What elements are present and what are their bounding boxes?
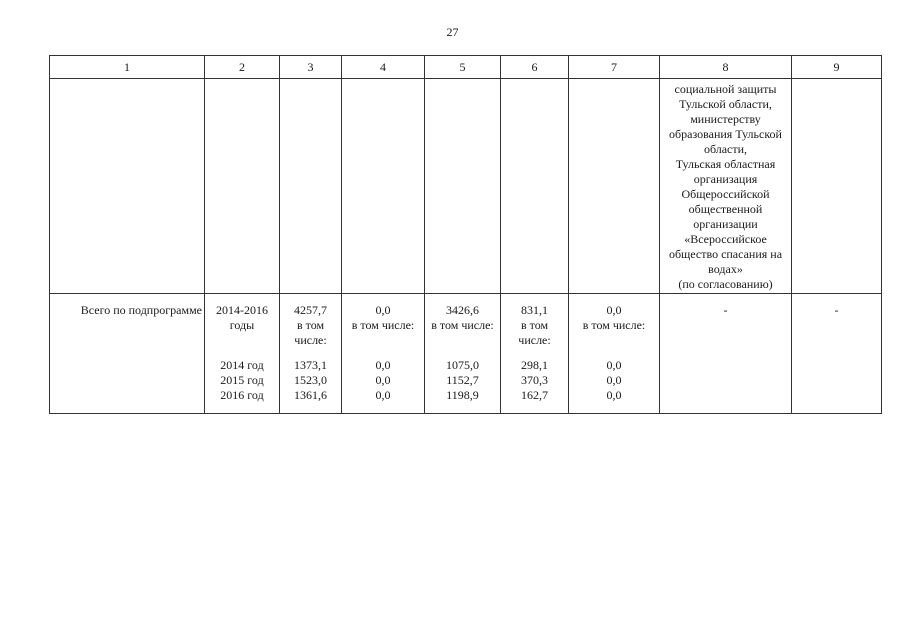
year-value: 1373,1: [294, 358, 327, 372]
header-cell: 9: [792, 56, 882, 79]
responsible-executors-cell: [660, 79, 792, 294]
note-line: в том: [520, 318, 549, 332]
col7-cell: [569, 294, 660, 414]
year-value: 0,0: [375, 388, 391, 402]
empty-cell: [342, 79, 425, 294]
header-cell: 7: [569, 56, 660, 79]
year-value: 162,7: [521, 388, 548, 402]
empty-cell: [205, 79, 280, 294]
col4-cell: [342, 294, 425, 414]
empty-cell: [50, 79, 205, 294]
empty-cell: [280, 79, 342, 294]
text-line: «Всероссийское: [684, 232, 767, 246]
header-cell: 8: [660, 56, 792, 79]
total-value: 4257,7: [294, 303, 327, 317]
year-value: 1152,7: [446, 373, 479, 387]
year-value: 1198,9: [446, 388, 479, 402]
text-line: социальной защиты: [674, 82, 777, 96]
header-cell: 5: [425, 56, 501, 79]
period-line: годы: [229, 318, 255, 332]
empty-cell: [501, 79, 569, 294]
note-line: в том: [296, 318, 325, 332]
text-line: Тульская областная: [675, 157, 776, 171]
col3-cell: [280, 294, 342, 414]
empty-cell: [569, 79, 660, 294]
col8-cell: [660, 294, 792, 414]
year-value: 298,1: [521, 358, 548, 372]
period-cell: [205, 294, 280, 414]
note-line: в том числе:: [582, 318, 646, 332]
col6-cell: [501, 294, 569, 414]
year-value: 370,3: [521, 373, 548, 387]
year-value: 1361,6: [294, 388, 327, 402]
text-line: министерству: [690, 112, 761, 126]
text-line: Общероссийской: [681, 187, 770, 201]
header-cell: 4: [342, 56, 425, 79]
text-line: общественной: [688, 202, 763, 216]
note-line: числе:: [518, 333, 551, 347]
empty-cell: [425, 79, 501, 294]
total-value: 831,1: [521, 303, 548, 317]
total-row: [50, 294, 882, 414]
year-label: 2016 год: [220, 388, 264, 402]
col5-cell: [425, 294, 501, 414]
text-line: водах»: [708, 262, 743, 276]
text-line: Тульской области,: [679, 97, 772, 111]
header-cell: 1: [50, 56, 205, 79]
note-line: в том числе:: [351, 318, 415, 332]
year-value: 0,0: [375, 358, 391, 372]
header-cell: 3: [280, 56, 342, 79]
header-cell: 2: [205, 56, 280, 79]
year-label: 2014 год: [220, 358, 264, 372]
text-line: области,: [703, 142, 748, 156]
text-line: (по согласованию): [678, 277, 773, 291]
col9-cell: [792, 294, 882, 414]
year-value: 0,0: [375, 373, 391, 387]
dash-value: -: [723, 303, 728, 317]
text-line: организация: [693, 172, 758, 186]
total-label: Всего по подпрограмме: [50, 294, 205, 414]
page-number: 27: [446, 25, 459, 39]
total-value: 0,0: [606, 303, 622, 317]
total-value: 0,0: [375, 303, 391, 317]
year-value: 1523,0: [294, 373, 327, 387]
header-cell: 6: [501, 56, 569, 79]
year-value: 1075,0: [446, 358, 479, 372]
dash-value: -: [834, 303, 839, 317]
table-row: [50, 79, 882, 294]
budget-table: [49, 55, 882, 414]
text-line: организации: [693, 217, 758, 231]
total-value: 3426,6: [446, 303, 479, 317]
year-value: 0,0: [606, 388, 622, 402]
table-header-row: [50, 56, 882, 79]
text-line: общество спасания на: [668, 247, 783, 261]
year-label: 2015 год: [220, 373, 264, 387]
year-value: 0,0: [606, 373, 622, 387]
empty-cell: [792, 79, 882, 294]
year-value: 0,0: [606, 358, 622, 372]
note-line: числе:: [294, 333, 327, 347]
note-line: в том числе:: [431, 318, 494, 332]
text-line: образования Тульской: [669, 127, 782, 141]
period-line: 2014-2016: [216, 303, 268, 317]
